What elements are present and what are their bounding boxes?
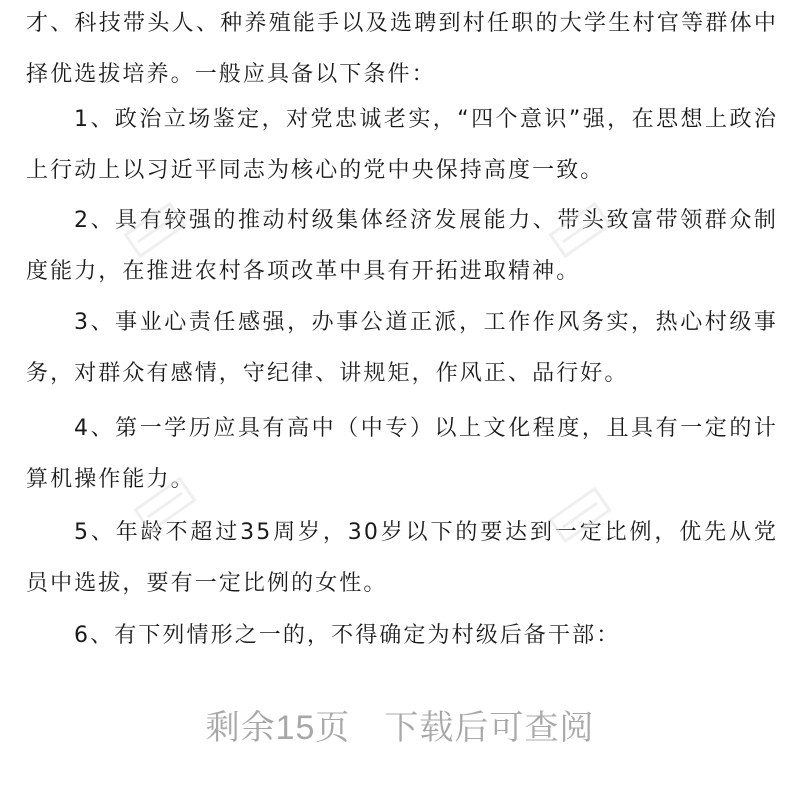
- paragraph-condition-4: 4、第一学历应具有高中（中专）以上文化程度，且具有一定的计算机操作能力。: [26, 416, 778, 492]
- paragraph-condition-2: 2、具有较强的推动村级集体经济发展能力、带头致富带领群众制度能力，在推进农村各项改革中具有开拓进取精神。: [26, 208, 778, 284]
- paragraph-condition-5: 5、年龄不超过35周岁，30岁以下的要达到一定比例，优先从党员中选拔，要有一定比例的女性。: [26, 520, 778, 596]
- watermark-logo-icon: [120, 195, 190, 265]
- watermark-logo-icon: [545, 480, 615, 550]
- paragraph-condition-1: 1、政治立场鉴定，对党忠诚老实，“四个意识”强，在思想上政治上行动上以习近平同志为核心的党中央保持高度一致。: [26, 107, 778, 183]
- download-hint-label: 下载后可查阅: [384, 709, 595, 747]
- paragraph-condition-6: 6、有下列情形之一的，不得确定为村级后备干部：: [74, 623, 621, 648]
- remaining-pages-label: 剩余15页: [205, 709, 351, 747]
- remaining-pages-notice[interactable]: [0, 700, 800, 749]
- paragraph-condition-3: 3、事业心责任感强，办事公道正派，工作作风务实，热心村级事务，对群众有感情，守纪律、讲规矩，作风正、品行好。: [26, 310, 778, 386]
- watermark-logo-icon: [545, 195, 615, 265]
- watermark-logo-icon: [130, 470, 200, 540]
- paragraph-intro: 才、科技带头人、种养殖能手以及选聘到村任职的大学生村官等群体中择优选拔培养。一般应具备以下条件：: [26, 11, 778, 87]
